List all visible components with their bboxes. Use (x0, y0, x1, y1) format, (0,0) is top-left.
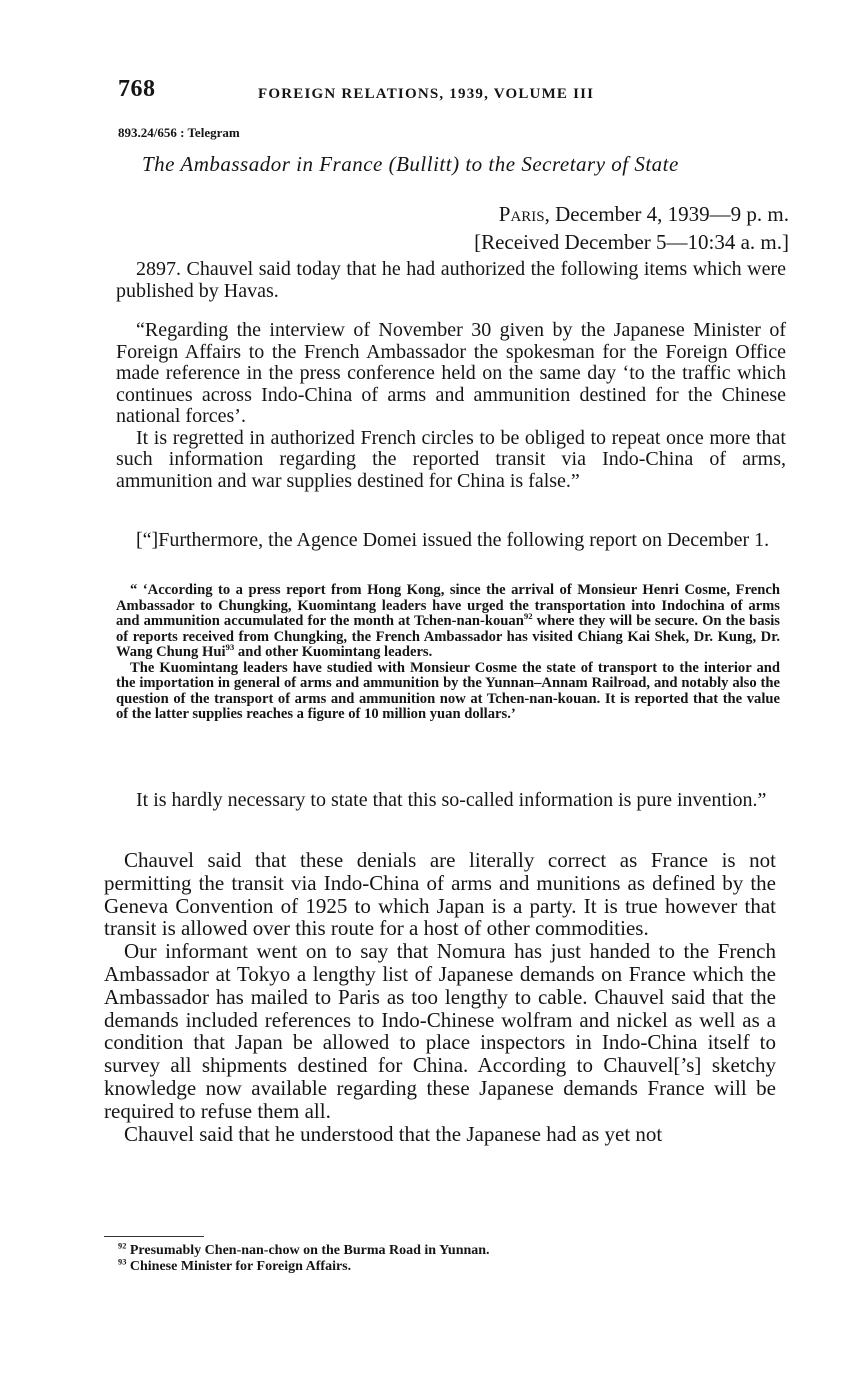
footnote-ref: 93 (225, 642, 235, 653)
footnote-93: $^{93}$ Chinese Minister for Foreign Affairs. (118, 1257, 352, 1274)
paragraph: Chauvel said that he understood that the Japanese had as yet not (124, 1121, 663, 1146)
paragraph: It is regretted in authorized French circles to be obliged to repeat once more that such information regarding the reported transit via Indo-China of arms, ammunition and war supplies destined for China is false.” (116, 426, 786, 492)
paragraph-block-2 (116, 320, 786, 492)
document-title: The Ambassador in France (Bullitt) to the Secretary of State (142, 152, 679, 176)
dateline-date: , December 4, 1939—9 p. m. (544, 202, 789, 226)
paragraph: Chauvel said that these denials are literally correct as France is not permitting the transit via Indo-China of arms and munitions as defined by the Geneva Convention of 1925 to which Japan is a party. It is true however that transit is allowed over this route for a host of other commodities. (104, 848, 776, 941)
footnote-ref: 92 (523, 611, 533, 622)
paragraph-block-4 (116, 790, 786, 812)
paragraph: “Regarding the interview of November 30 given by the Japanese Minister of Foreign Affairs to the French Ambassador the spokesman for the Foreign Office made reference in the press conference held on the same day ‘to the traffic which continues across Indo-China of arms and ammunition destined for the Chinese national forces’. (116, 319, 786, 427)
footnote-92: $^{92}$ Presumably Chen-nan-chow on the Burma Road in Yunnan. (118, 1241, 490, 1258)
dateline (474, 200, 789, 256)
file-reference: 893.24/656 : Telegram (118, 125, 240, 140)
quoted-report (116, 583, 780, 723)
footnote-divider (104, 1236, 204, 1237)
paragraph: Our informant went on to say that Nomura has just handed to the French Ambassador at Tokyo a lengthy list of Japanese demands on France which the Ambassador has mailed to Paris as too lengthy to cable. Chauvel said that the demands included references to Indo-Chinese wolfram and nickel as well as a condition that Japan be allowed to place inspectors in Indo-China itself to survey all shipments destined for China. According to Chauvel[’s] sketchy knowledge now available regarding these Japanese demands France will be required to refuse them all. (104, 939, 776, 1123)
footnotes (118, 1243, 738, 1275)
quote-paragraph: The Kuomintang leaders have studied with Monsieur Cosme the state of transport to the interior and the importation in general of arms and ammunition by the Yunnan–Annam Railroad, and notably also the question of the transport of arms and ammunition now at Tchen-nan-kouan. It is reported that the value of the latter supplies reaches a figure of 10 million yuan dollars.’ (116, 659, 780, 722)
paragraph: 2897. Chauvel said today that he had authorized the following items which were published by Havas. (116, 258, 786, 302)
running-title: FOREIGN RELATIONS, 1939, VOLUME III (258, 86, 595, 102)
paragraph-block-3 (116, 530, 786, 552)
dateline-sent (474, 200, 789, 228)
page-number: 768 (118, 76, 156, 102)
dateline-place: Paris (498, 202, 545, 226)
quote-paragraph: “ ‘According to a press report from Hong Kong, since the arrival of Monsieur Henri Cosme, French Ambassador to Chungking, Kuomintang leaders have urged the transportation into Indochina of arms and ammunition accumulated for the month at Tchen-nan-kouan$^{92}$ where they will be secure. On the basis of reports received from Chungking, the French Ambassador has visited Chiang Kai Shek, Dr. Kung, Dr. Wang Chung Hui$^{93}$ and other Kuomintang leaders. (116, 582, 780, 660)
dateline-received: [Received December 5—10:34 a. m.] (474, 230, 789, 254)
paragraph: It is hardly necessary to state that this so-called information is pure invention.” (136, 789, 767, 811)
paragraph-block-1 (116, 259, 786, 302)
paragraph-block-5 (104, 849, 776, 1145)
paragraph: [“]Furthermore, the Agence Domei issued the following report on December 1. (136, 529, 770, 551)
